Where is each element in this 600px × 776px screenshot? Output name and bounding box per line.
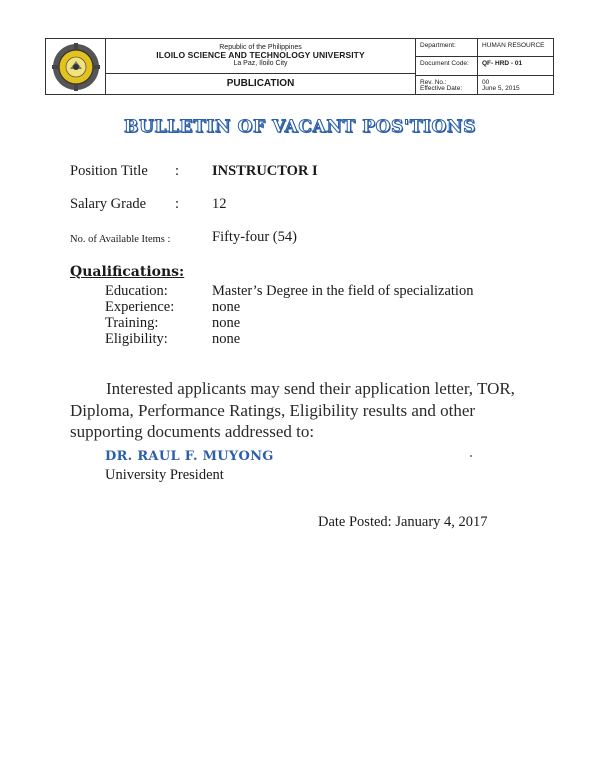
publication-label: PUBLICATION — [106, 74, 416, 94]
department-value: HUMAN RESOURCE — [482, 42, 545, 49]
experience-label: Experience: — [105, 299, 175, 315]
document-header-table — [45, 38, 554, 95]
salary-grade-value: 12 — [212, 196, 227, 212]
meta-row-revision — [416, 76, 553, 94]
meta-row-department — [416, 39, 553, 57]
date-posted: Date Posted: January 4, 2017 — [318, 514, 488, 530]
revision-labels — [416, 76, 478, 94]
salary-grade-colon: : — [175, 196, 180, 212]
available-items-value: Fifty-four (54) — [212, 229, 297, 245]
eligibility-value: none — [212, 331, 241, 347]
university-name-cell — [106, 39, 416, 74]
available-items-label: No. of Available Items : — [70, 234, 171, 245]
rev-value: 00 — [482, 78, 490, 86]
position-title-value: INSTRUCTOR I — [212, 163, 318, 179]
education-label: Education: — [105, 283, 168, 299]
effective-date-value: June 5, 2015 — [482, 85, 520, 93]
university-seal-icon — [52, 43, 100, 91]
education-value: Master’s Degree in the field of specialization — [212, 283, 474, 299]
doc-code-label: Document Code: — [416, 57, 478, 74]
application-instructions: Interested applicants may send their application letter, TOR, Diploma, Performance Ratings, Eligibility results and other supporting documents addressed to: — [70, 379, 515, 441]
effective-date-label: Effective Date: — [420, 85, 463, 93]
rev-label: Rev. No.: — [420, 78, 447, 86]
signatory-name: DR. RAUL F. MUYONG — [105, 449, 274, 464]
scan-speck — [470, 455, 472, 457]
qualifications-heading: Qualifications: — [70, 264, 185, 280]
university-location: La Paz, Iloilo City — [233, 60, 288, 68]
doc-code-value: QF- HRD - 01 — [482, 60, 523, 68]
position-title-label: Position Title — [70, 163, 148, 179]
bulletin-title: BULLETIN OF VACANT POS'TIONS — [124, 117, 476, 137]
salary-grade-label: Salary Grade — [70, 196, 147, 212]
university-name: ILOILO SCIENCE AND TECHNOLOGY UNIVERSITY — [156, 50, 365, 61]
training-value: none — [212, 315, 241, 331]
department-label: Department: — [416, 39, 478, 56]
meta-row-doc-code — [416, 57, 553, 75]
logo-cell — [46, 39, 106, 94]
position-title-colon: : — [175, 163, 180, 179]
signatory-title: University President — [105, 467, 224, 483]
experience-value: none — [212, 299, 241, 315]
eligibility-label: Eligibility: — [105, 331, 168, 347]
document-meta — [416, 39, 553, 94]
revision-values — [482, 76, 520, 94]
training-label: Training: — [105, 315, 159, 331]
republic-text: Republic of the Philippines — [219, 44, 302, 51]
